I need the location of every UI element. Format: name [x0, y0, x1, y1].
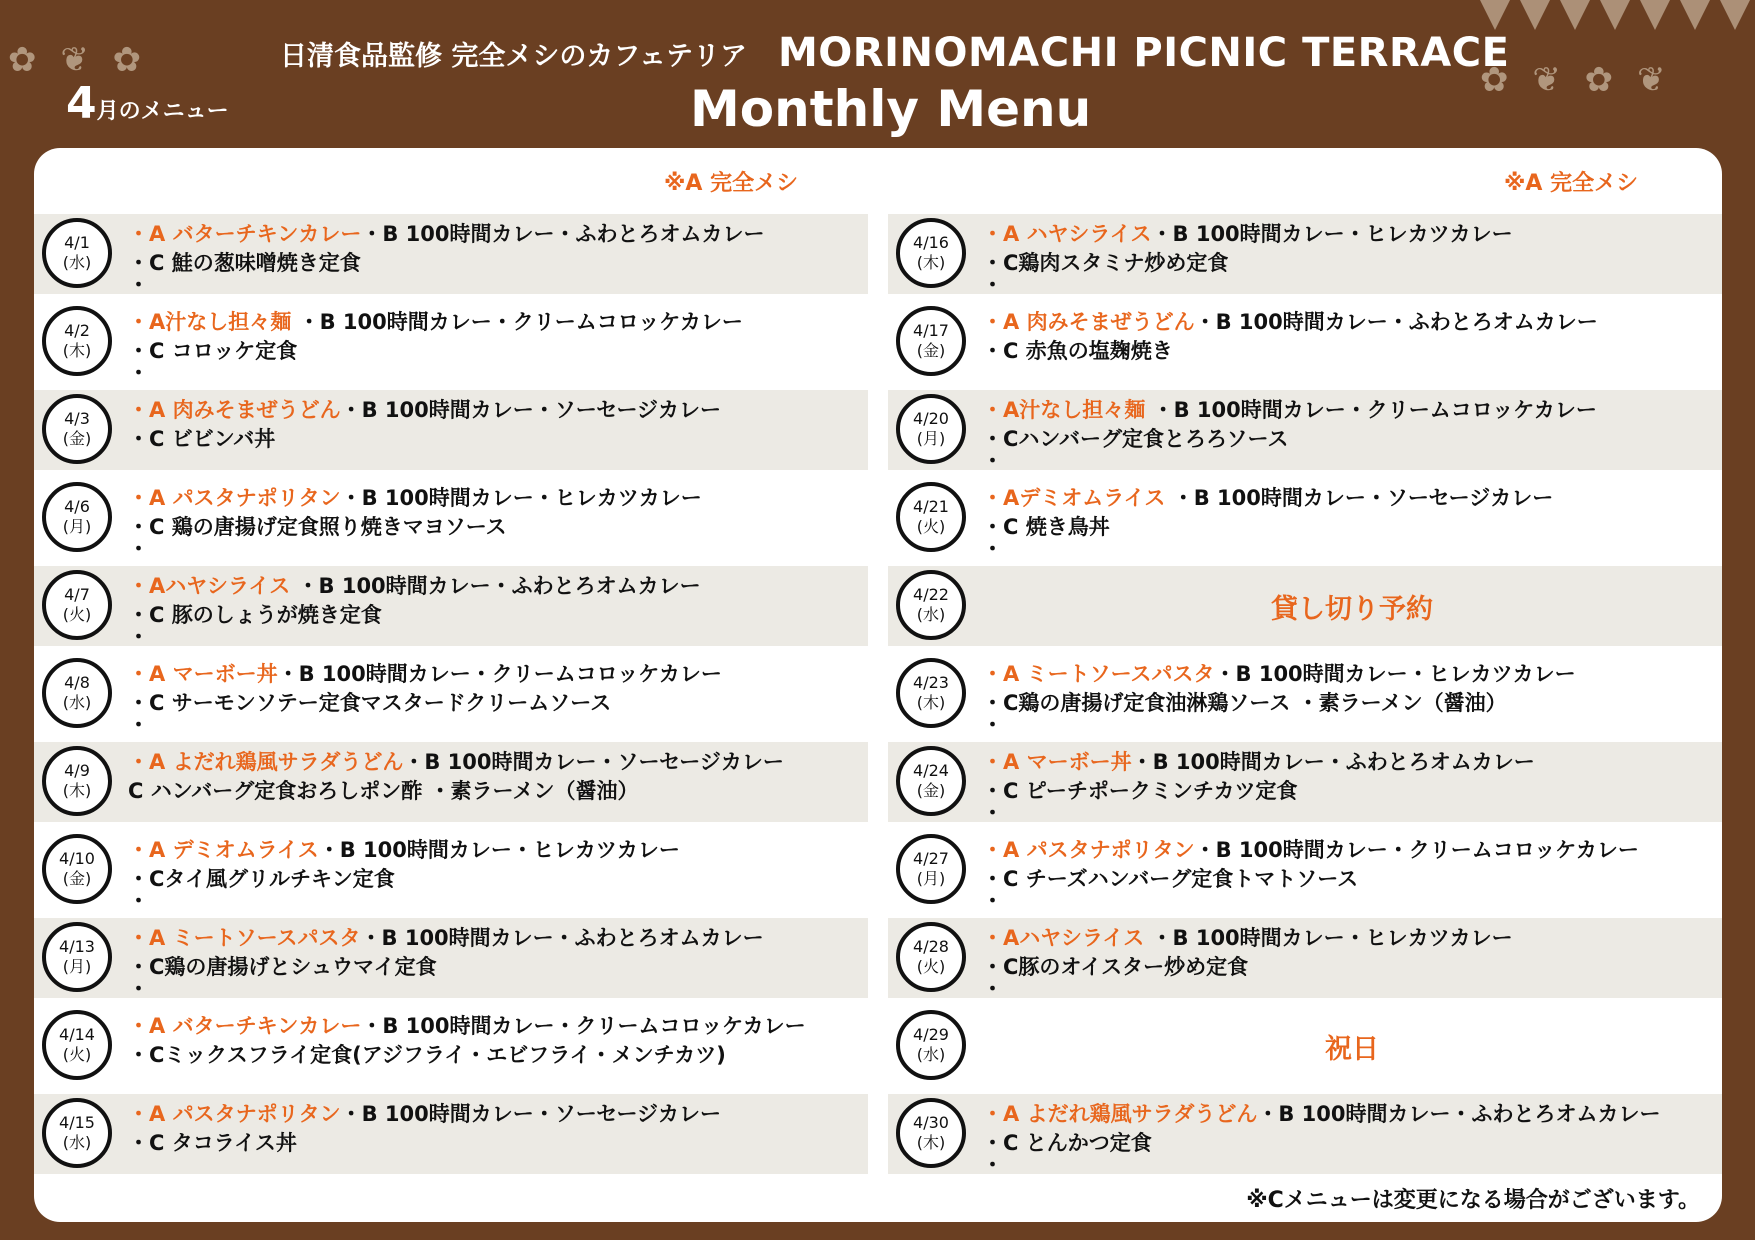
menu-lines: [982, 660, 1722, 737]
menu-row: [34, 1094, 868, 1174]
menu-c: ・C 豚のしょうが焼き定食: [128, 603, 382, 627]
menu-c: ・C チーズハンバーグ定食トマトソース: [982, 867, 1359, 891]
date-badge: [42, 834, 112, 904]
menu-row: [34, 478, 868, 561]
date: 4/29: [913, 1025, 949, 1044]
menu-row: [888, 830, 1722, 913]
day-of-week: (木): [916, 253, 946, 272]
menu-c: ・C とんかつ定食: [982, 1131, 1152, 1155]
date: 4/1: [64, 233, 90, 252]
date-badge: [896, 834, 966, 904]
menu-lines: [982, 1100, 1722, 1177]
menu-a: ・A 肉みそまぜうどん: [128, 398, 341, 422]
menu-b: ・B 100時間カレー・クリームコロッケカレー: [1145, 398, 1597, 422]
day-of-week: (月): [62, 517, 92, 536]
menu-lines: [128, 484, 868, 561]
menu-lines: [128, 220, 868, 297]
menu-b: ・B 100時間カレー・ふわとろオムカレー: [360, 926, 764, 950]
menu-c: ・Cハンバーグ定食とろろソース: [982, 427, 1289, 451]
date-badge: [896, 570, 966, 640]
day-of-week: (水): [62, 253, 92, 272]
menu-row: [34, 918, 868, 1001]
menu-lines: [128, 660, 868, 737]
date-badge: [896, 1098, 966, 1168]
menu-b: ・B 100時間カレー・ソーセージカレー: [1165, 486, 1554, 510]
menu-lines: [982, 748, 1722, 825]
date: 4/13: [59, 937, 95, 956]
date: 4/17: [913, 321, 949, 340]
menu-extra: [128, 806, 868, 820]
day-of-week: (木): [916, 1133, 946, 1152]
day-of-week: (金): [916, 341, 946, 360]
menu-row: [34, 1006, 868, 1086]
menu-c: ・C鶏の唐揚げとシュウマイ定食: [128, 955, 437, 979]
date: 4/30: [913, 1113, 949, 1132]
menu-extra: [128, 454, 868, 468]
menu-b: ・B 100時間カレー・ヒレカツカレー: [1214, 662, 1576, 686]
menu-lines: [982, 396, 1722, 473]
menu-lines: [982, 836, 1722, 913]
legend-left: ※A 完全メシ: [664, 171, 799, 196]
day-of-week: (月): [62, 957, 92, 976]
menu-a: ・A マーボー丼: [128, 662, 278, 686]
date: 4/24: [913, 761, 949, 780]
day-of-week: (火): [916, 957, 946, 976]
legend-right: ※A 完全メシ: [1504, 171, 1639, 196]
menu-row: [34, 742, 868, 822]
right-column: [888, 214, 1722, 1182]
menu-a: ・A ハヤシライス: [982, 222, 1152, 246]
menu-a: ・A パスタナポリタン: [128, 486, 341, 510]
menu-a: ・A汁なし担々麺: [128, 310, 292, 334]
day-of-week: (木): [62, 781, 92, 800]
menu-b: ・B 100時間カレー・ソーセージカレー: [403, 750, 784, 774]
menu-extra: [982, 366, 1722, 380]
menu-c: ・C ピーチポークミンチカツ定食: [982, 779, 1298, 803]
menu-extra: ・: [982, 449, 1003, 473]
day-of-week: (木): [62, 341, 92, 360]
date: 4/6: [64, 497, 90, 516]
terrace-title: MORINOMACHI PICNIC TERRACE: [778, 30, 1510, 76]
day-of-week: (水): [916, 1045, 946, 1064]
date-badge: [896, 306, 966, 376]
menu-row: [888, 302, 1722, 382]
cafeteria-title: 日清食品監修 完全メシのカフェテリア: [280, 41, 748, 72]
left-ornament: ✿ ❦ ✿: [8, 40, 148, 80]
menu-lines: [128, 836, 868, 913]
menu-row: [34, 830, 868, 913]
date: 4/27: [913, 849, 949, 868]
menu-lines: [982, 220, 1722, 297]
menu-extra: [128, 1070, 868, 1084]
menu-b: ・B 100時間カレー・クリームコロッケカレー: [1194, 838, 1639, 862]
date-badge: [896, 218, 966, 288]
date-badge: [42, 746, 112, 816]
date: 4/22: [913, 585, 949, 604]
date-badge: [896, 922, 966, 992]
menu-extra: [128, 1158, 868, 1172]
menu-b: ・B 100時間カレー・ふわとろオムカレー: [1194, 310, 1598, 334]
menu-b: ・B 100時間カレー・ヒレカツカレー: [340, 486, 702, 510]
right-ornament: ✿ ❦ ✿ ❦: [1480, 60, 1672, 100]
menu-row: [34, 566, 868, 649]
menu-extra: ・: [128, 977, 149, 1001]
menu-c: ・C豚のオイスター炒め定食: [982, 955, 1249, 979]
menu-row: [888, 390, 1722, 473]
menu-c: ・C鶏の唐揚げ定食油淋鶏ソース ・素ラーメン（醤油）: [982, 691, 1507, 715]
menu-b: ・B 100時間カレー・ふわとろオムカレー: [361, 222, 765, 246]
day-of-week: (月): [916, 869, 946, 888]
menu-a: ・A ミートソースパスタ: [982, 662, 1215, 686]
menu-a: ・A マーボー丼: [982, 750, 1132, 774]
date-badge: [42, 658, 112, 728]
month-label: 4月のメニュー: [66, 78, 229, 129]
menu-row: [888, 566, 1722, 646]
menu-a: ・A ミートソースパスタ: [128, 926, 361, 950]
menu-lines: [128, 1012, 868, 1084]
date: 4/20: [913, 409, 949, 428]
menu-b: ・B 100時間カレー・ヒレカツカレー: [1144, 926, 1513, 950]
date-badge: [42, 306, 112, 376]
header: [0, 0, 1755, 150]
menu-c: C ハンバーグ定食おろしポン酢 ・素ラーメン（醤油）: [128, 779, 639, 803]
menu-extra: ・: [982, 273, 1003, 297]
menu-a: ・A汁なし担々麺: [982, 398, 1146, 422]
menu-b: ・B 100時間カレー・クリームコロッケカレー: [361, 1014, 806, 1038]
menu-c: ・C ビビンバ丼: [128, 427, 276, 451]
menu-a: ・Aハヤシライス: [982, 926, 1145, 950]
date: 4/15: [59, 1113, 95, 1132]
menu-lines: [982, 308, 1722, 380]
menu-row: [888, 1094, 1722, 1177]
menu-lines: [128, 1100, 868, 1172]
menu-lines: [128, 748, 868, 820]
special-notice: 貸し切り予約: [1271, 593, 1433, 625]
menu-row: [888, 654, 1722, 737]
day-of-week: (火): [916, 517, 946, 536]
c-menu-note: ※Cメニューは変更になる場合がございます。: [1246, 1188, 1700, 1213]
menu-lines: [128, 308, 868, 385]
menu-a: ・A バターチキンカレー: [128, 222, 362, 246]
menu-a: ・A よだれ鶏風サラダうどん: [982, 1102, 1258, 1126]
menu-c: ・C鶏肉スタミナ炒め定食: [982, 251, 1229, 275]
day-of-week: (水): [62, 1133, 92, 1152]
date-badge: [42, 1010, 112, 1080]
day-of-week: (水): [916, 605, 946, 624]
date: 4/21: [913, 497, 949, 516]
menu-lines: [982, 484, 1722, 561]
menu-a: ・A デミオムライス: [128, 838, 319, 862]
menu-a: ・Aハヤシライス: [128, 574, 291, 598]
date: 4/2: [64, 321, 90, 340]
menu-row: [888, 1006, 1722, 1086]
date-badge: [42, 218, 112, 288]
menu-lines: [128, 396, 868, 468]
menu-row: [34, 214, 868, 297]
menu-extra: ・: [128, 273, 149, 297]
date: 4/16: [913, 233, 949, 252]
menu-extra: ・: [128, 537, 149, 561]
special-notice: 祝日: [1325, 1033, 1379, 1065]
menu-row: [888, 214, 1722, 297]
menu-b: ・B 100時間カレー・ソーセージカレー: [340, 398, 722, 422]
date-badge: [42, 570, 112, 640]
menu-row: [34, 302, 868, 385]
menu-b: ・B 100時間カレー・クリームコロッケカレー: [291, 310, 743, 334]
date-badge: [896, 658, 966, 728]
date: 4/3: [64, 409, 90, 428]
menu-b: ・B 100時間カレー・ヒレカツカレー: [1151, 222, 1513, 246]
monthly-menu-title: Monthly Menu: [690, 80, 1092, 138]
menu-lines: [128, 572, 868, 649]
menu-c: ・Cミックスフライ定食(アジフライ・エビフライ・メンチカツ): [128, 1043, 726, 1067]
menu-row: [34, 390, 868, 470]
date: 4/8: [64, 673, 90, 692]
menu-extra: ・: [982, 537, 1003, 561]
menu-extra: ・: [128, 625, 149, 649]
menu-c: ・C 赤魚の塩麹焼き: [982, 339, 1173, 363]
menu-extra: ・: [128, 889, 149, 913]
menu-a: ・A よだれ鶏風サラダうどん: [128, 750, 404, 774]
date-badge: [896, 482, 966, 552]
date-badge: [42, 922, 112, 992]
menu-c: ・C 鶏の唐揚げ定食照り焼きマヨソース: [128, 515, 507, 539]
menu-extra: ・: [982, 1153, 1003, 1177]
menu-b: ・B 100時間カレー・ふわとろオムカレー: [290, 574, 701, 598]
menu-c: ・C タコライス丼: [128, 1131, 297, 1155]
menu-a: ・A パスタナポリタン: [128, 1102, 341, 1126]
date-badge: [896, 746, 966, 816]
menu-c: ・C 鮭の葱味噌焼き定食: [128, 251, 361, 275]
left-column: [34, 214, 868, 1182]
menu-a: ・Aデミオムライス: [982, 486, 1166, 510]
date-badge: [896, 394, 966, 464]
menu-row: [888, 918, 1722, 1001]
day-of-week: (火): [62, 1045, 92, 1064]
day-of-week: (水): [62, 693, 92, 712]
day-of-week: (金): [62, 429, 92, 448]
date-badge: [42, 1098, 112, 1168]
day-of-week: (木): [916, 693, 946, 712]
menu-a: ・A バターチキンカレー: [128, 1014, 362, 1038]
menu-b: ・B 100時間カレー・ヒレカツカレー: [318, 838, 680, 862]
date: 4/14: [59, 1025, 95, 1044]
date: 4/9: [64, 761, 90, 780]
day-of-week: (金): [62, 869, 92, 888]
menu-c: ・Cタイ風グリルチキン定食: [128, 867, 395, 891]
menu-a: ・A パスタナポリタン: [982, 838, 1195, 862]
date: 4/7: [64, 585, 90, 604]
menu-extra: ・: [128, 361, 149, 385]
date: 4/10: [59, 849, 95, 868]
menu-lines: [128, 924, 868, 1001]
menu-extra: ・: [982, 889, 1003, 913]
menu-extra: ・: [982, 713, 1003, 737]
menu-row: [888, 742, 1722, 825]
menu-a: ・A 肉みそまぜうどん: [982, 310, 1195, 334]
menu-c: ・C サーモンソテー定食マスタードクリームソース: [128, 691, 612, 715]
menu-b: ・B 100時間カレー・ふわとろオムカレー: [1131, 750, 1535, 774]
menu-b: ・B 100時間カレー・ソーセージカレー: [340, 1102, 722, 1126]
menu-b: ・B 100時間カレー・ふわとろオムカレー: [1257, 1102, 1661, 1126]
date-badge: [42, 394, 112, 464]
menu-panel: [34, 148, 1722, 1222]
menu-b: ・B 100時間カレー・クリームコロッケカレー: [277, 662, 722, 686]
day-of-week: (火): [62, 605, 92, 624]
menu-c: ・C 焼き鳥丼: [982, 515, 1110, 539]
day-of-week: (金): [916, 781, 946, 800]
menu-extra: ・: [982, 977, 1003, 1001]
menu-extra: ・: [982, 801, 1003, 825]
date: 4/23: [913, 673, 949, 692]
day-of-week: (月): [916, 429, 946, 448]
menu-row: [888, 478, 1722, 561]
date-badge: [42, 482, 112, 552]
date-badge: [896, 1010, 966, 1080]
menu-c: ・C コロッケ定食: [128, 339, 298, 363]
menu-extra: ・: [128, 713, 149, 737]
menu-row: [34, 654, 868, 737]
menu-lines: [982, 924, 1722, 1001]
date: 4/28: [913, 937, 949, 956]
